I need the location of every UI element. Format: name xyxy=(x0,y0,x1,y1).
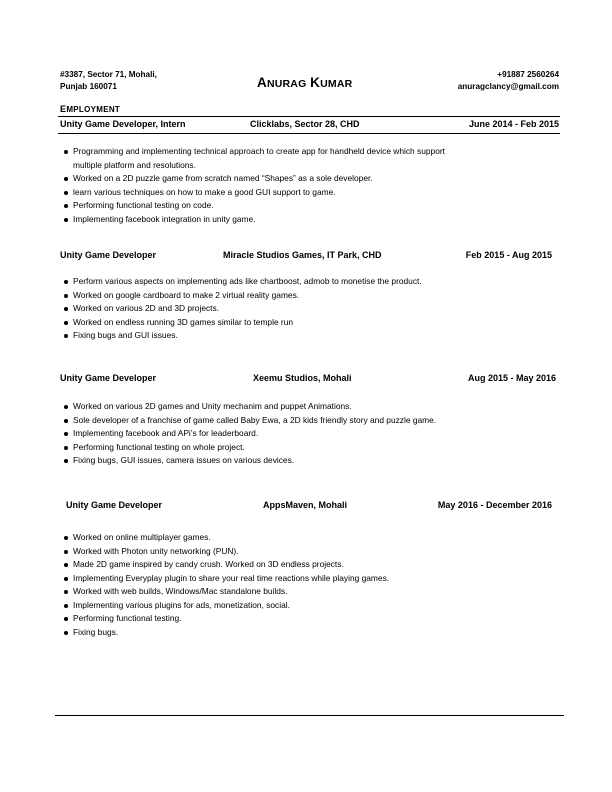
address-line-1: #3387, Sector 71, Mohali, xyxy=(60,70,157,79)
list-item: Fixing bugs. xyxy=(63,626,389,640)
job-company: AppsMaven, Mohali xyxy=(263,500,348,510)
list-item: Implementing various plugins for ads, monetization, social. xyxy=(63,599,389,613)
job-title: Unity Game Developer xyxy=(60,373,157,383)
list-item: Performing functional testing on code. xyxy=(63,199,445,213)
list-item: Programming and implementing technical approach to create app for handheld device which support xyxy=(63,145,445,159)
candidate-name xyxy=(257,75,352,90)
list-item: Fixing bugs and GUI issues. xyxy=(63,329,422,343)
job-bullet-list xyxy=(63,145,445,226)
section-label-rest: MPLOYMENT xyxy=(66,105,121,114)
job-bullet-list xyxy=(63,400,436,468)
list-item: Perform various aspects on implementing ads like chartboost, admob to monetise the product. xyxy=(63,275,422,289)
name-last-initial: K xyxy=(310,75,321,90)
job-bullet-list xyxy=(63,531,389,639)
job-title: Unity Game Developer, Intern xyxy=(60,119,186,129)
list-item: Fixing bugs, GUI issues, camera issues on various devices. xyxy=(63,454,436,468)
contact-block xyxy=(458,69,559,93)
job-dates: May 2016 - December 2016 xyxy=(437,500,552,510)
job-company: Miracle Studios Games, IT Park, CHD xyxy=(223,250,382,260)
name-first-initial: A xyxy=(257,75,267,90)
phone-number: +91887 2560264 xyxy=(497,70,559,79)
job-title: Unity Game Developer xyxy=(66,500,163,510)
list-item: Made 2D game inspired by candy crush. Worked on 3D endless projects. xyxy=(63,558,389,572)
job-company: Clicklabs, Sector 28, CHD xyxy=(250,119,360,129)
list-item: Worked with Photon unity networking (PUN). xyxy=(63,545,389,559)
job-dates: June 2014 - Feb 2015 xyxy=(468,119,559,129)
section-label-initial: E xyxy=(60,104,67,114)
list-item: Performing functional testing on whole project. xyxy=(63,441,436,455)
list-item: Implementing facebook and APi’s for leaderboard. xyxy=(63,427,436,441)
name-first-rest: NURAG xyxy=(266,78,307,90)
job-dates: Feb 2015 - Aug 2015 xyxy=(465,250,552,260)
job-divider xyxy=(58,133,560,134)
list-item: Sole developer of a franchise of game called Baby Ewa, a 2D kids friendly story and puzzle game. xyxy=(63,414,436,428)
list-item: Worked on various 2D and 3D projects. xyxy=(63,302,422,316)
list-item: Implementing Everyplay plugin to share your real time reactions while playing games. xyxy=(63,572,389,586)
section-divider xyxy=(58,116,560,117)
list-item: Performing functional testing. xyxy=(63,612,389,626)
list-item: Worked on online multiplayer games. xyxy=(63,531,389,545)
list-item-continuation: multiple platform and resolutions. xyxy=(73,159,196,170)
address-line-2: Punjab 160071 xyxy=(60,82,117,91)
list-item: Worked on endless running 3D games similar to temple run xyxy=(63,316,422,330)
job-title: Unity Game Developer xyxy=(60,250,157,260)
list-item: Worked with web builds, Windows/Mac standalone builds. xyxy=(63,585,389,599)
list-item: Worked on google cardboard to make 2 virtual reality games. xyxy=(63,289,422,303)
list-item: learn various techniques on how to make a good GUI support to game. xyxy=(63,186,445,200)
footer-divider xyxy=(55,715,564,716)
job-dates: Aug 2015 - May 2016 xyxy=(467,373,556,383)
list-item: Worked on various 2D games and Unity mechanim and puppet Animations. xyxy=(63,400,436,414)
email-address: anuragclancy@gmail.com xyxy=(457,82,559,91)
job-company: Xeemu Studios, Mohali xyxy=(253,373,352,383)
list-item: Implementing facebook integration in unity game. xyxy=(63,213,445,227)
section-heading-employment xyxy=(60,104,120,114)
job-bullet-list xyxy=(63,275,422,343)
address-block xyxy=(60,69,157,93)
name-last-rest: UMAR xyxy=(320,78,353,90)
list-item: Worked on a 2D puzzle game from scratch named “Shapes” as a sole developer. xyxy=(63,172,445,186)
